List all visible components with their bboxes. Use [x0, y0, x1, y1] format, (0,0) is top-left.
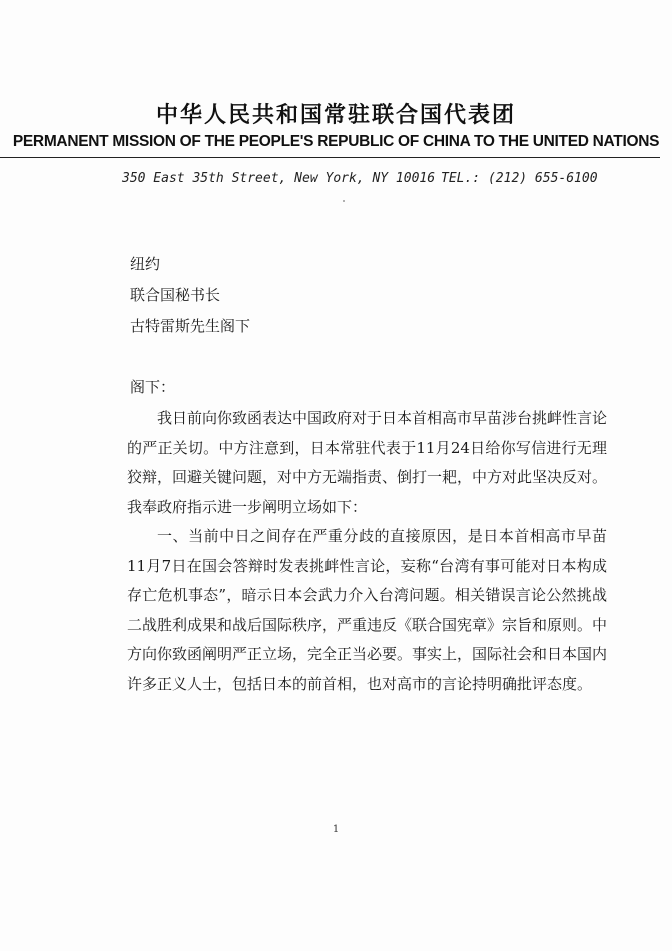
- letterhead-title-english: PERMANENT MISSION OF THE PEOPLE'S REPUBLIC OF CHINA TO THE UNITED NATIONS: [12, 133, 660, 150]
- body-paragraph-1: 我日前向你致函表达中国政府对于日本首相高市早苗涉台挑衅性言论的严正关切。中方注意到，日本常驻代表于11月24日给你写信进行无理狡辩，回避关键问题，对中方无端指责、倒打一耙，中方对此坚决反对。我奉政府指示进一步阐明立场如下：: [127, 409, 608, 516]
- page-number: 1: [332, 824, 340, 835]
- body-paragraph-2: 一、当前中日之间存在严重分歧的直接原因，是日本首相高市早苗11月7日在国会答辩时发表挑衅性言论，妄称“台湾有事可能对日本构成存亡危机事态”，暗示日本会武力介入台湾问题。相关错误言论公然挑战二战胜利成果和战后国际秩序，严重违反《联合国宪章》宗旨和原则。中方向你致函阐明严正立场，完全正当必要。事实上，国际社会和日本国内许多正义人士，包括日本的前首相，也对高市的言论持明确批评态度。: [127, 527, 608, 693]
- letterhead-divider: [0, 157, 660, 158]
- salutation: 阁下：: [130, 378, 176, 396]
- letterhead-address: 350 East 35th Street, New York, NY 10016: [122, 171, 436, 186]
- addressee-city: 纽约: [130, 255, 161, 273]
- letterhead-telephone: TEL.: (212) 655-6100: [441, 171, 598, 186]
- addressee-name: 古特雷斯先生阁下: [130, 317, 251, 335]
- scan-speck: [343, 200, 345, 202]
- addressee-office: 联合国秘书长: [130, 286, 221, 304]
- letterhead-title-chinese: 中华人民共和国常驻联合国代表团: [155, 102, 516, 128]
- letter-body: [127, 404, 607, 699]
